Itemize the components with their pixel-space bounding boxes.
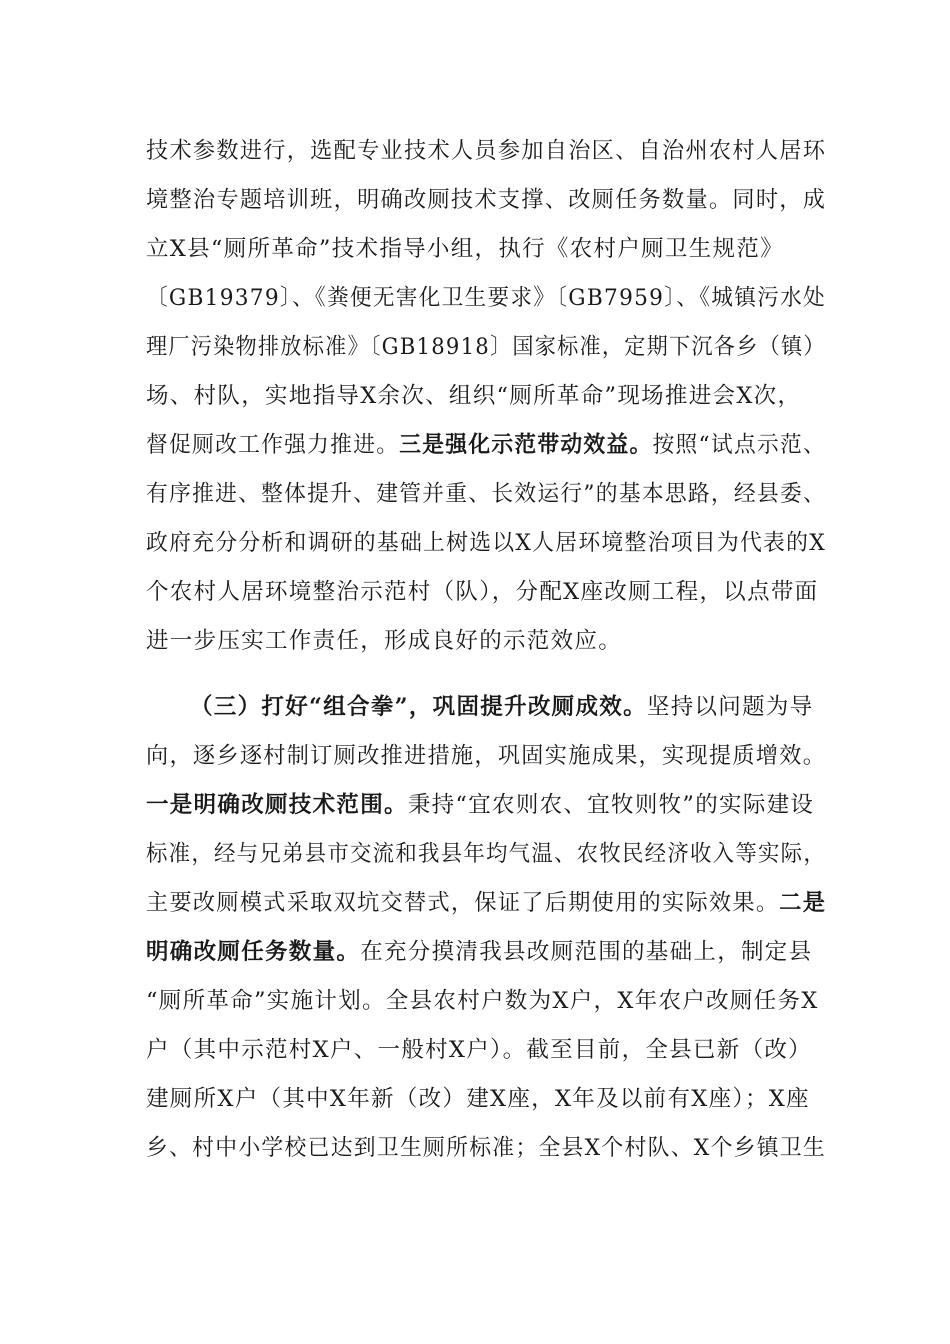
text-run: 建厕所X户（其中X年新（改）建X座，X年及以前有X座）；X座 [146,1086,810,1112]
section-heading: （三）打好“组合拳”，巩固提升改厕成效。 [190,694,647,720]
text-run: 督促厕改工作强力推进。 [146,432,400,458]
text-run: 乡、村中小学校已达到卫生厕所标准；全县X个村队、X个乡镇卫生 [146,1135,827,1161]
text-run: 政府充分分析和调研的基础上树选以X人居环境整治项目为代表的X [146,530,827,556]
text-run: 理厂污染物排放标准》〔GB18918〕国家标准，定期下沉各乡（镇） [146,334,826,360]
text-run: 在充分摸清我县改厕范围的基础上，制定县 [360,939,813,965]
text-line [146,280,826,316]
text-line [146,983,826,1019]
text-run: 场、村队，实地指导X余次、组织“厕所革命”现场推进会X次， [146,383,802,409]
text-line [146,574,826,610]
text-line [146,738,827,774]
text-run: 个农村人居环境整治示范村（队），分配X座改厕工程，以点带面 [146,579,819,605]
text-line [146,329,826,365]
text-line [190,689,826,725]
text-run: “厕所革命”实施计划。全县农村户数为X户，X年农户改厕任务X [146,988,819,1014]
text-run: 立X县“厕所革命”技术指导小组，执行《农村户厕卫生规范》 [146,236,784,262]
text-line [146,231,826,267]
bold-heading-run: 三是强化示范带动效益。 [399,432,653,458]
text-line [146,934,826,970]
text-line [146,378,826,414]
text-run: 按照“试点示范、 [652,432,827,458]
text-line [146,427,827,463]
bold-heading-run: 二是 [779,890,827,916]
text-run: 有序推进、整体提升、建管并重、长效运行”的基本思路，经县委、 [146,481,827,507]
text-line [146,182,827,218]
bold-heading-run: 明确改厕任务数量。 [146,939,361,965]
text-run: 主要改厕模式采取双坑交替式，保证了后期使用的实际效果。 [146,890,780,916]
text-run: 进一步压实工作责任，形成良好的示范效应。 [146,628,623,654]
bold-heading-run: 一是明确改厕技术范围。 [146,792,408,818]
text-run: 境整治专题培训班，明确改厕技术支撑、改厕任务数量。同时，成 [146,187,827,213]
text-run: 坚持以问题为导 [646,694,814,720]
text-line [146,1032,826,1068]
text-line [146,836,827,872]
text-run: 秉持“宜农则农、宜牧则牧”的实际建设 [407,792,815,818]
text-line [146,623,826,659]
text-line [146,885,827,921]
text-line [146,476,827,512]
text-run: 户（其中示范村X户、一般村X户）。截至目前，全县已新（改） [146,1037,812,1063]
text-line [146,1130,827,1166]
text-line [146,525,827,561]
text-run: 向，逐乡逐村制订厕改推进措施，巩固实施成果，实现提质增效。 [146,743,827,769]
text-line [146,787,826,823]
text-line [146,1081,826,1117]
text-line [146,133,827,169]
text-run: 技术参数进行，选配专业技术人员参加自治区、自治州农村人居环 [146,138,827,164]
text-run: 〔GB19379〕、《粪便无害化卫生要求》〔GB7959〕、《城镇污水处 [146,285,826,311]
text-run: 标准，经与兄弟县市交流和我县年均气温、农牧民经济收入等实际， [146,841,827,867]
